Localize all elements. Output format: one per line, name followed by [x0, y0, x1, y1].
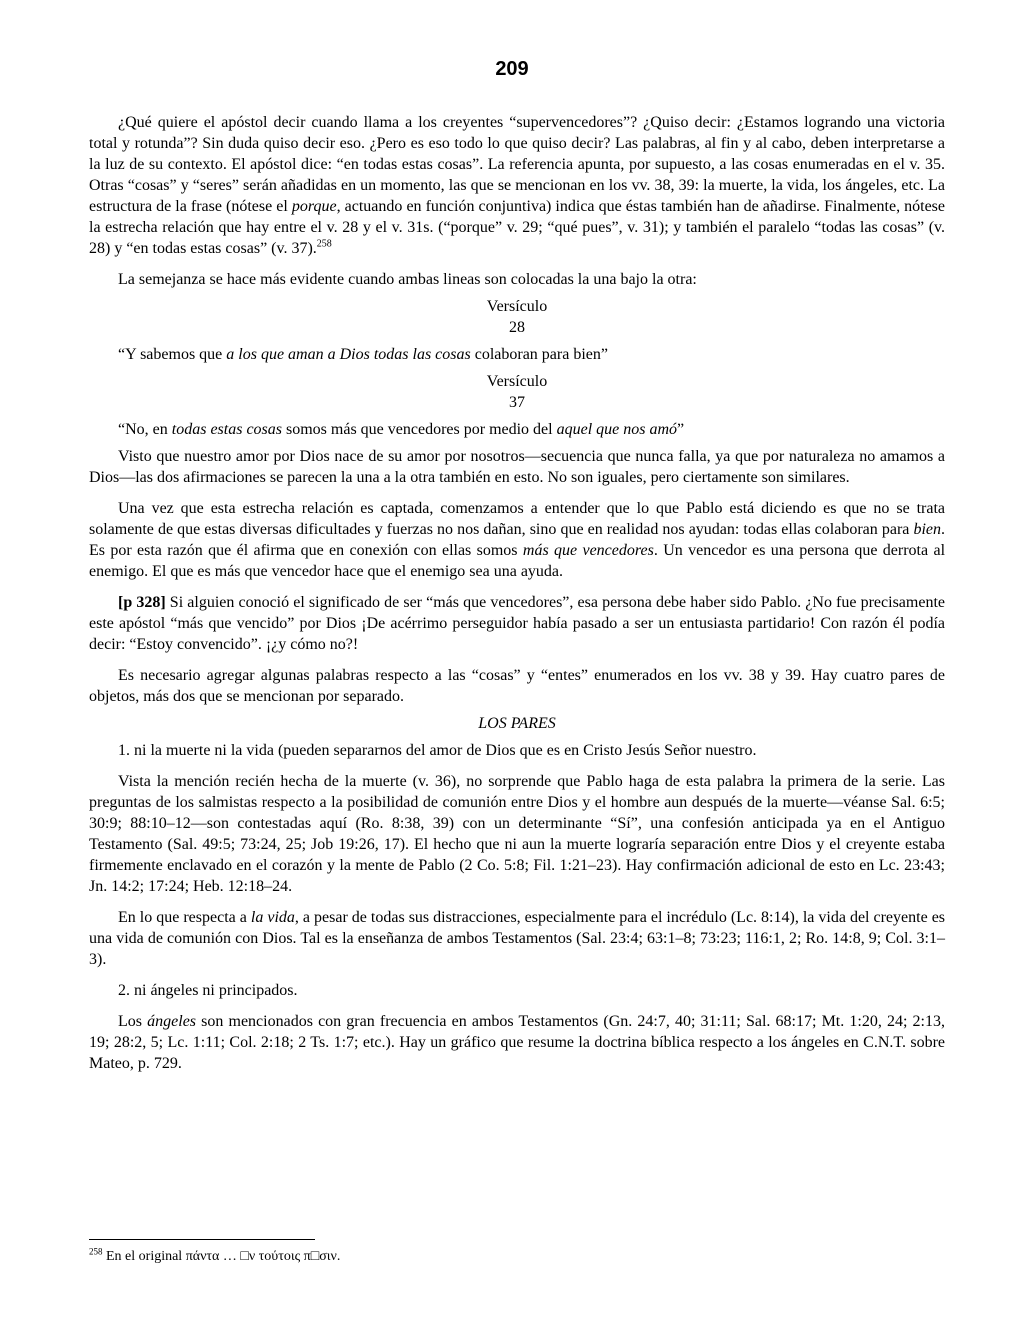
page-marker: [p 328] [118, 594, 166, 611]
paragraph: [p 328] Si alguien conoció el significado de ser “más que vencedores”, esa persona debe haber sido Pablo. ¿No fue precisamente este apóstol “más que vencido” por Dios ¡De acérrimo perseguidor había pasado a ser un entusiasta partidario! Con razón él podía decir: “Estoy convencido”. ¡¿y cómo no?! [89, 594, 946, 653]
footnote-text: En el original πάντα … □ν τούτοις π□σιν. [102, 1249, 341, 1264]
paragraph: Una vez que esta estrecha relación es captada, comenzamos a entender que lo que Pablo está diciendo es que no se trata solamente de que estas diversas dificultades y fuerzas no nos dañan, sino que en realidad nos ayudan: todas ellas colaboran para bien. Es por esta razón que él afirma que en conexión con ellas somos más que vencedores. Un vencedor es una persona que derrota al enemigo. El que es más que vencedor hace que el enemigo sea una ayuda. [89, 500, 946, 580]
verse-label: Versículo 37 [486, 373, 548, 411]
paragraph: En lo que respecta a la vida, a pesar de todas sus distracciones, especialmente para el incrédulo (Lc. 8:14), la vida del creyente es una vida de comunión con Dios. Tal es la enseñanza de ambos Testamentos (Sal. 23:4; 63:1–8; 73:23; 116:1, 2; Ro. 14:8, 9; Col. 3:1–3). [89, 909, 946, 968]
verse-quote: “Y sabemos que a los que aman a Dios todas las cosas colaboran para bien” [118, 346, 608, 363]
verse-quote: “No, en todas estas cosas somos más que vencedores por medio del aquel que nos amó” [118, 421, 685, 438]
paragraph: ¿Qué quiere el apóstol decir cuando llama a los creyentes “supervencedores”? ¿Quiso decir: ¿Estamos logrando una victoria total y rotunda”? Sin duda quiso decir eso. ¿Pero es eso todo lo que quiso decir? Las palabras, al fin y al cabo, deben interpretarse a la luz de su contexto. El apóstol dice: “en todas estas cosas”. La referencia apunta, por supuesto, a las cosas enumeradas en el v. 35. Otras “cosas” y “seres” serán añadidas en un momento, las que se mencionan en los vv. 38, 39: la muerte, la vida, los ángeles, etc. La estructura de la frase (nótese el porque, actuando en función conjuntiva) indica que éstas también han de añadirse. Finalmente, nótese la estrecha relación que hay entre el v. 28 y el v. 31s. (“porque” v. 29; “qué pues”, v. 31); y también el paralelo “todas las cosas” (v. 28) y “en todas estas cosas” (v. 37).$^{258}$ [89, 114, 946, 257]
footnote-reference[interactable]: 258 [316, 238, 332, 250]
paragraph: Vista la mención recién hecha de la muerte (v. 36), no sorprende que Pablo haga de esta palabra la primera de la serie. Las preguntas de los salmistas respecto a la posibilidad de comunión entre Dios y el hombre aun después de la muerte—véanse Sal. 6:5; 30:9; 88:10–12—son contestadas aquí (Ro. 8:38, 39) con un determinante “Sí”, una confesión anticipada ya en el Antiguo Testamento (Sal. 49:5; 73:24, 25; Job 19:26, 17). El hecho que ni aun la muerte lograría separación entre Dios y el creyente estaba firmemente enclavado en el corazón y la mente de Pablo (2 Co. 5:8; Fil. 1:21–23). Hay confirmación adicional de esto en Lc. 23:43; Jn. 14:2; 17:24; Heb. 12:18–24. [89, 773, 945, 895]
paragraph: Es necesario agregar algunas palabras respecto a las “cosas” y “entes” enumerados en los vv. 38 y 39. Hay cuatro pares de objetos, más dos que se mencionan por separado. [89, 667, 945, 705]
page-body [89, 112, 945, 1084]
footnote [89, 1248, 945, 1266]
paragraph: La semejanza se hace más evidente cuando ambas lineas son colocadas la una bajo la otra: [118, 271, 697, 288]
list-item: 1. ni la muerte ni la vida (pueden separarnos del amor de Dios que es en Cristo Jesús Señor nuestro. [118, 742, 757, 759]
section-heading: LOS PARES [478, 715, 556, 732]
list-item: 2. ni ángeles ni principados. [118, 982, 298, 999]
paragraph: Visto que nuestro amor por Dios nace de su amor por nosotros—secuencia que nunca falla, ya que por naturaleza no amamos a Dios—las dos afirmaciones se parecen la una a la otra también en esto. No son iguales, pero ciertamente son similares. [89, 448, 945, 486]
page-number: 209 [495, 58, 529, 80]
footnote-number: 258 [89, 1246, 103, 1257]
footnote-divider [89, 1239, 315, 1240]
paragraph: Los ángeles son mencionados con gran frecuencia en ambos Testamentos (Gn. 24:7, 40; 31:11; Sal. 68:17; Mt. 1:20, 24; 2:13, 19; 28:2, 5; Lc. 1:11; Col. 2:18; 2 Ts. 1:7; etc.). Hay un gráfico que resume la doctrina bíblica respecto a los ángeles en C.N.T. sobre Mateo, p. 729. [89, 1013, 945, 1072]
verse-label: Versículo 28 [486, 298, 548, 336]
